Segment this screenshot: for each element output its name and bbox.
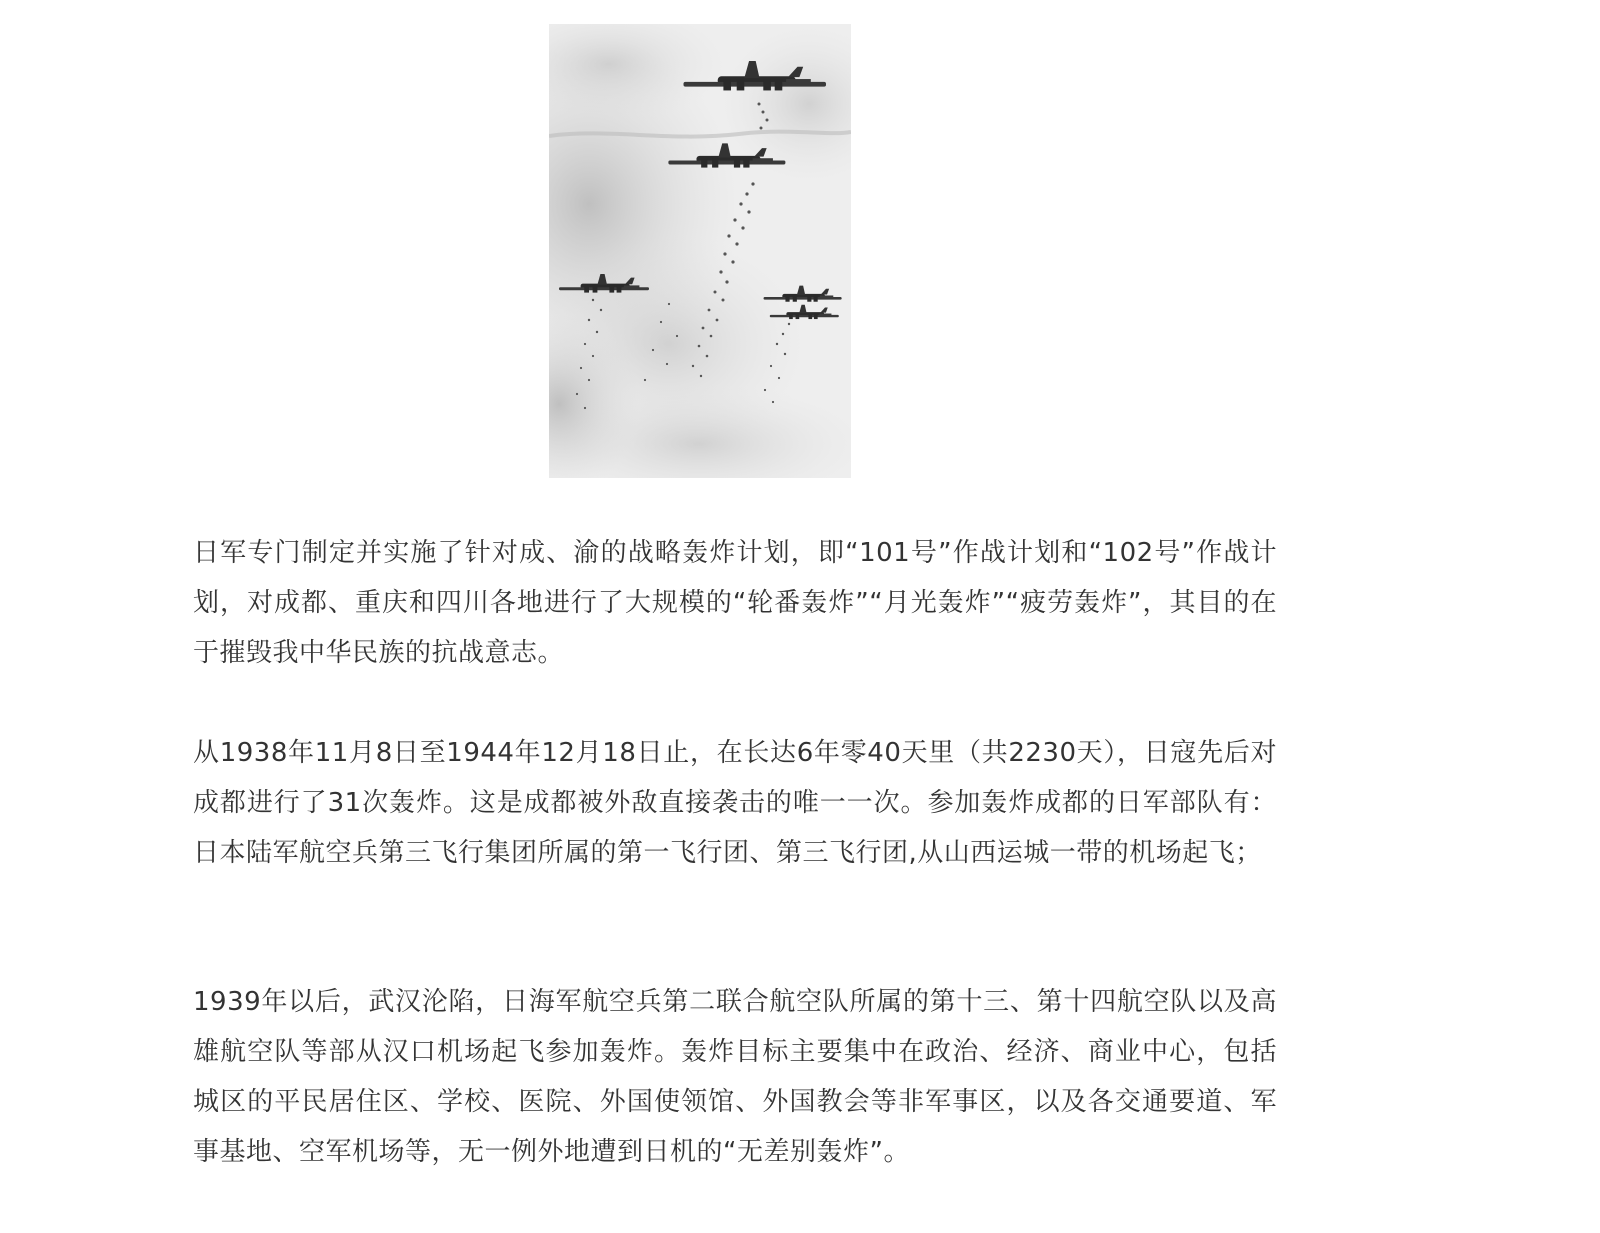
paragraph-3: 1939年以后，武汉沦陷，日海军航空兵第二联合航空队所属的第十三、第十四航空队以及高雄航空队等部从汉口机场起飞参加轰炸。轰炸目标主要集中在政治、经济、商业中心，包括城区的平民居住区、学校、医院、外国使领馆、外国教会等非军事区，以及各交通要道、军事基地、空军机场等，无一例外地遭到日机的“无差别轰炸”。: [193, 987, 1277, 1167]
paragraph-2: 从1938年11月8日至1944年12月18日止，在长达6年零40天里（共2230天），日寇先后对成都进行了31次轰炸。这是成都被外敌直接袭击的唯一一次。参加轰炸成都的日军部队有：日本陆军航空兵第三飞行集团所属的第一飞行团、第三飞行团,从山西运城一带的机场起飞；: [193, 738, 1277, 868]
bomber-formation-photo: [549, 24, 851, 478]
paragraph-1: 日军专门制定并实施了针对成、渝的战略轰炸计划，即“101号”作战计划和“102号”作战计划，对成都、重庆和四川各地进行了大规模的“轮番轰炸”“月光轰炸”“疲劳轰炸”，其目的在于摧毁我中华民族的抗战意志。: [193, 538, 1277, 668]
